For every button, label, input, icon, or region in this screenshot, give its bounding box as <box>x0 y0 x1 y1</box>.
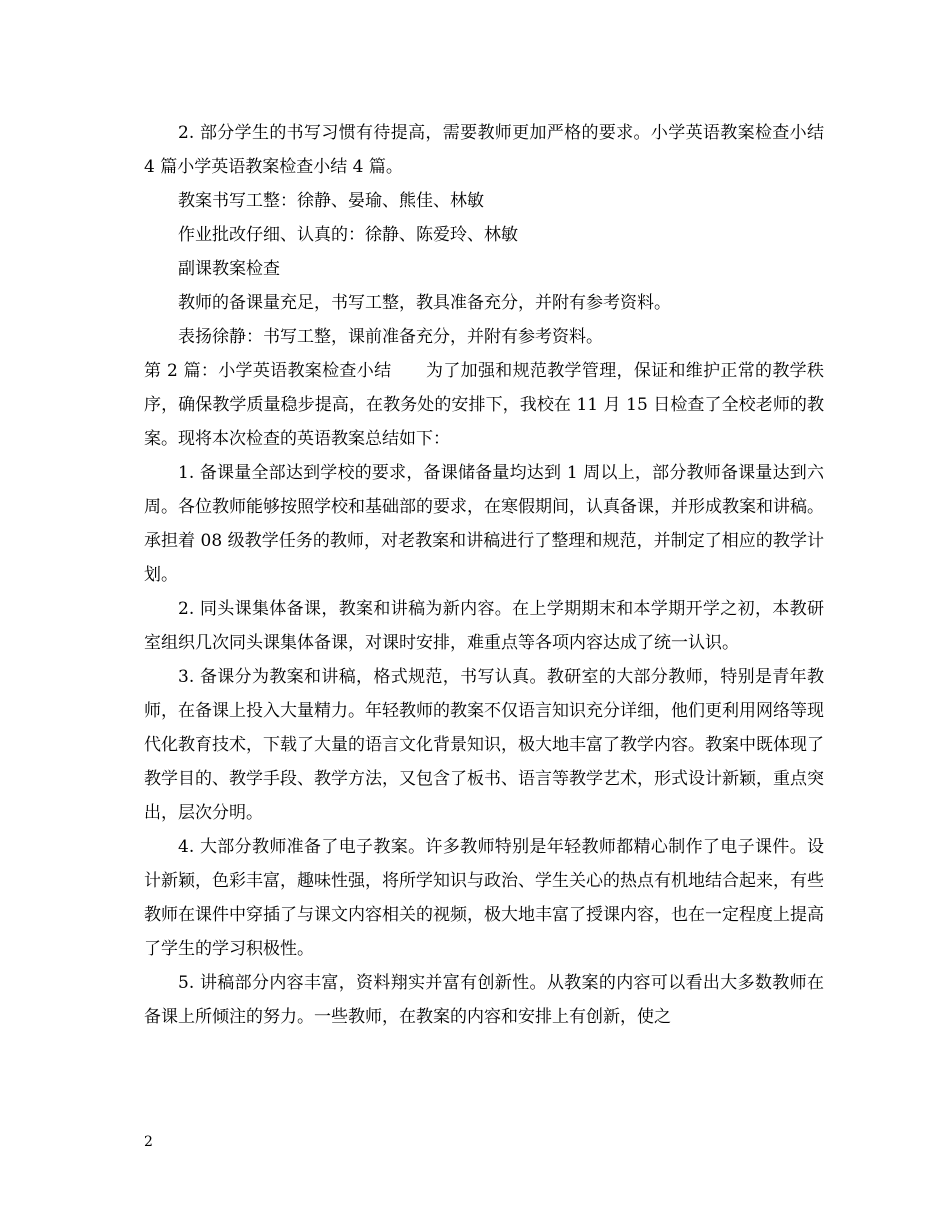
paragraph: 第 2 篇：小学英语教案检查小结 为了加强和规范教学管理，保证和维护正常的教学秩序，确保教学质量稳步提高，在教务处的安排下，我校在 11 月 15 日检查了全校老师的教案。现将本次检查的英语教案总结如下： <box>144 361 824 449</box>
paragraph: 教案书写工整：徐静、晏瑜、熊佳、林敏 <box>178 191 484 211</box>
paragraph: 3. 备课分为教案和讲稿，格式规范，书写认真。教研室的大部分教师，特别是青年教师，在备课上投入大量精力。年轻教师的教案不仅语言知识充分详细，他们更利用网络等现代化教育技术，下载了大量的语言文化背景知识，极大地丰富了教学内容。教案中既体现了教学目的、教学手段、教学方法，又包含了板书、语言等教学艺术，形式设计新颖，重点突出，层次分明。 <box>144 667 824 823</box>
paragraph: 1. 备课量全部达到学校的要求，备课储备量均达到 1 周以上，部分教师备课量达到六周。各位教师能够按照学校和基础部的要求，在寒假期间，认真备课，并形成教案和讲稿。承担着 08 级教学任务的教师，对老教案和讲稿进行了整理和规范，并制定了相应的教学计划。 <box>144 463 824 585</box>
paragraph: 副课教案检查 <box>178 259 280 279</box>
document-body <box>144 116 824 1034</box>
paragraph: 2. 同头课集体备课，教案和讲稿为新内容。在上学期期末和本学期开学之初，本教研室组织几次同头课集体备课，对课时安排，难重点等各项内容达成了统一认识。 <box>144 599 824 653</box>
paragraph: 作业批改仔细、认真的：徐静、陈爱玲、林敏 <box>178 225 518 245</box>
paragraph: 5. 讲稿部分内容丰富，资料翔实并富有创新性。从教案的内容可以看出大多数教师在备课上所倾注的努力。一些教师，在教案的内容和安排上有创新，使之 <box>144 973 824 1027</box>
page-number: 2 <box>144 1134 153 1150</box>
paragraph: 表扬徐静：书写工整，课前准备充分，并附有参考资料。 <box>178 327 603 347</box>
paragraph: 2. 部分学生的书写习惯有待提高，需要教师更加严格的要求。小学英语教案检查小结 4 篇小学英语教案检查小结 4 篇。 <box>144 123 824 177</box>
paragraph: 4. 大部分教师准备了电子教案。许多教师特别是年轻教师都精心制作了电子课件。设计新颖，色彩丰富，趣味性强，将所学知识与政治、学生关心的热点有机地结合起来，有些教师在课件中穿插了与课文内容相关的视频，极大地丰富了授课内容，也在一定程度上提高了学生的学习积极性。 <box>144 837 824 959</box>
paragraph: 教师的备课量充足，书写工整，教具准备充分，并附有参考资料。 <box>178 293 671 313</box>
